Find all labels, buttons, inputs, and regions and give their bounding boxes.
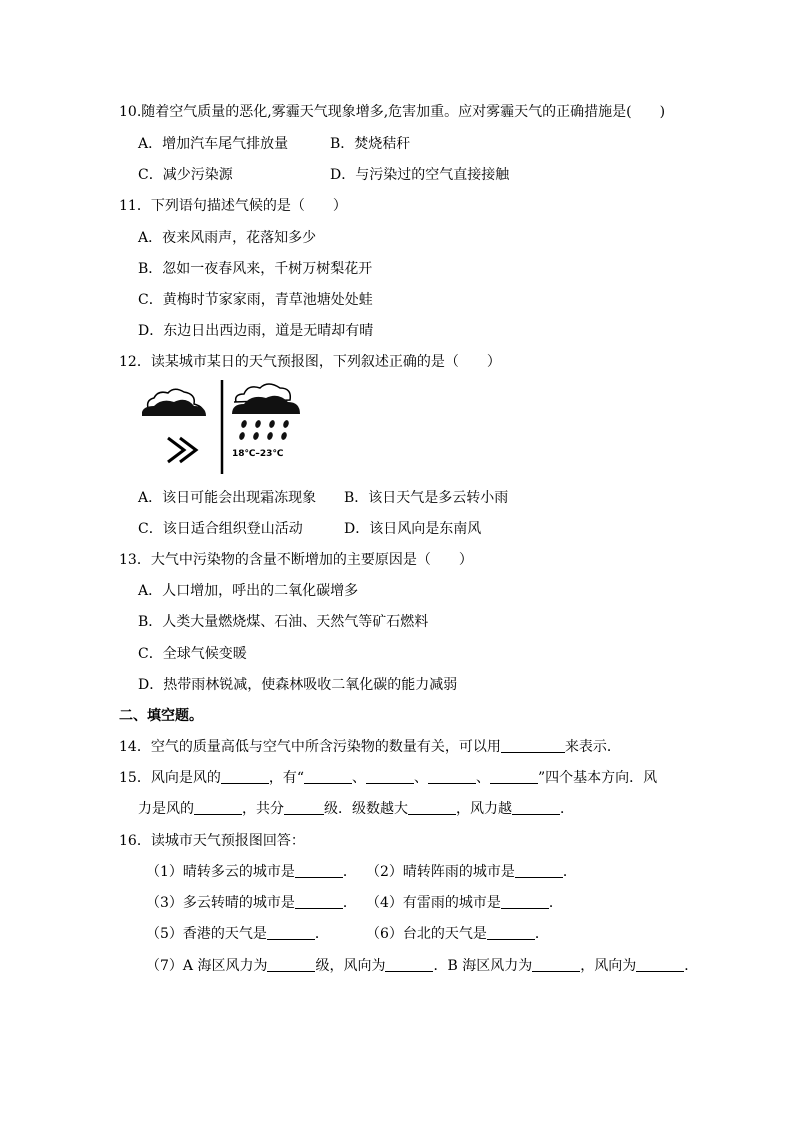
option-10b: B．焚烧秸秆 bbox=[330, 136, 411, 152]
answer-blank[interactable] bbox=[501, 894, 549, 909]
option-13d: D．热带雨林锐减，使森林吸收二氧化碳的能力减弱 bbox=[138, 677, 458, 693]
q16-period: ． bbox=[342, 895, 357, 911]
question-16-stem: 16．读城市天气预报图回答： bbox=[119, 833, 305, 849]
answer-blank[interactable] bbox=[636, 957, 684, 972]
q16-text: （3）多云转晴的城市是 bbox=[146, 895, 295, 911]
question-13-stem: 13．大气中污染物的含量不断增加的主要原因是（ ） bbox=[119, 552, 473, 568]
wind-direction-icon bbox=[168, 438, 196, 462]
rain-cloud-icon bbox=[232, 384, 300, 414]
option-11c: C．黄梅时节家家雨，青草池塘处处蛙 bbox=[138, 292, 373, 308]
question-15-line2 bbox=[138, 800, 574, 818]
answer-blank[interactable] bbox=[267, 957, 315, 972]
option-10d: D．与污染过的空气直接接触 bbox=[330, 167, 510, 183]
weather-forecast-figure bbox=[140, 378, 310, 474]
q16-sub-5 bbox=[146, 925, 329, 943]
q15-separator: 、 bbox=[476, 770, 490, 786]
option-10c: C．减少污染源 bbox=[138, 167, 233, 183]
option-12a: A．该日可能会出现霜冻现象 bbox=[138, 490, 317, 506]
q16-text: （5）香港的天气是 bbox=[146, 926, 267, 942]
q15-text: ，风力越 bbox=[456, 801, 512, 817]
q16-sub-4 bbox=[366, 894, 563, 912]
q16-sub-3 bbox=[146, 894, 357, 912]
answer-blank[interactable] bbox=[487, 925, 535, 940]
q15-text: ”四个基本方向．风 bbox=[538, 770, 658, 786]
option-13a: A．人口增加，呼出的二氧化碳增多 bbox=[138, 583, 359, 599]
question-14 bbox=[119, 738, 621, 756]
option-12b: B．该日天气是多云转小雨 bbox=[344, 490, 509, 506]
q16-text: （4）有雷雨的城市是 bbox=[366, 895, 501, 911]
q16-text: （6）台北的天气是 bbox=[366, 926, 487, 942]
q14-text-pre: 14．空气的质量高低与空气中所含污染物的数量有关，可以用 bbox=[119, 739, 501, 755]
q14-text-post: 来表示． bbox=[564, 739, 621, 755]
q16-sub-1 bbox=[146, 863, 357, 881]
option-11d: D．东边日出西边雨，道是无晴却有晴 bbox=[138, 323, 374, 339]
answer-blank[interactable] bbox=[295, 863, 343, 878]
q16-text: （1）晴转多云的城市是 bbox=[146, 864, 295, 880]
answer-blank[interactable] bbox=[295, 894, 343, 909]
question-15-line1 bbox=[119, 769, 657, 787]
option-13c: C．全球气候变暖 bbox=[138, 646, 247, 662]
answer-blank[interactable] bbox=[515, 863, 563, 878]
answer-blank[interactable] bbox=[366, 769, 414, 784]
q15-text: ，有“ bbox=[268, 770, 304, 786]
option-10a: A．增加汽车尾气排放量 bbox=[138, 136, 289, 152]
q16-period: ． bbox=[562, 864, 577, 880]
answer-blank[interactable] bbox=[512, 800, 560, 815]
temperature-range-label: 18℃–23℃ bbox=[232, 449, 284, 459]
cloudy-icon bbox=[142, 389, 206, 416]
q16-period: ． bbox=[684, 958, 699, 974]
option-11b: B．忽如一夜春风来，千树万树梨花开 bbox=[138, 261, 373, 277]
q15-text: 级．级数越大 bbox=[324, 801, 408, 817]
q16-text: （7）A 海区风力为 bbox=[146, 958, 268, 974]
q16-period: ． bbox=[548, 895, 563, 911]
q16-text: 级，风向为 bbox=[315, 958, 386, 974]
q16-period: ． bbox=[534, 926, 549, 942]
q15-text: ． bbox=[560, 801, 574, 817]
q15-text: 力是风的 bbox=[138, 801, 194, 817]
option-12c: C．该日适合组织登山活动 bbox=[138, 521, 303, 537]
question-12-stem: 12．读某城市某日的天气预报图，下列叙述正确的是（ ） bbox=[119, 354, 501, 370]
option-11a: A．夜来风雨声，花落知多少 bbox=[138, 230, 317, 246]
q15-separator: 、 bbox=[352, 770, 366, 786]
question-10-stem: 10.随着空气质量的恶化,雾霾天气现象增多,危害加重。应对雾霾天气的正确措施是( ) bbox=[119, 104, 666, 120]
q16-sub-6 bbox=[366, 925, 549, 943]
answer-blank[interactable] bbox=[221, 769, 269, 784]
q16-period: ． bbox=[314, 926, 329, 942]
answer-blank[interactable] bbox=[385, 957, 433, 972]
answer-blank[interactable] bbox=[194, 800, 242, 815]
option-12d: D．该日风向是东南风 bbox=[344, 521, 482, 537]
raindrops-icon bbox=[238, 419, 290, 440]
answer-blank[interactable] bbox=[304, 769, 352, 784]
q15-text: ，共分 bbox=[242, 801, 284, 817]
q15-text: 15．风向是风的 bbox=[119, 770, 221, 786]
answer-blank[interactable] bbox=[428, 769, 476, 784]
question-11-stem: 11．下列语句描述气候的是（ ） bbox=[119, 198, 347, 214]
answer-blank[interactable] bbox=[284, 800, 324, 815]
answer-blank[interactable] bbox=[267, 925, 315, 940]
q15-separator: 、 bbox=[414, 770, 428, 786]
option-13b: B．人类大量燃烧煤、石油、天然气等矿石燃料 bbox=[138, 614, 429, 630]
q16-text: （2）晴转阵雨的城市是 bbox=[366, 864, 515, 880]
answer-blank[interactable] bbox=[501, 738, 565, 753]
q16-text: ．B 海区风力为 bbox=[433, 958, 533, 974]
answer-blank[interactable] bbox=[532, 957, 580, 972]
answer-blank[interactable] bbox=[490, 769, 538, 784]
q16-text: ，风向为 bbox=[580, 958, 637, 974]
weather-symbols-svg bbox=[140, 378, 310, 474]
section-heading-fill-in: 二、填空题。 bbox=[119, 708, 203, 724]
q16-sub-2 bbox=[366, 863, 577, 881]
answer-blank[interactable] bbox=[408, 800, 456, 815]
q16-sub-7 bbox=[146, 957, 698, 975]
q16-period: ． bbox=[342, 864, 357, 880]
